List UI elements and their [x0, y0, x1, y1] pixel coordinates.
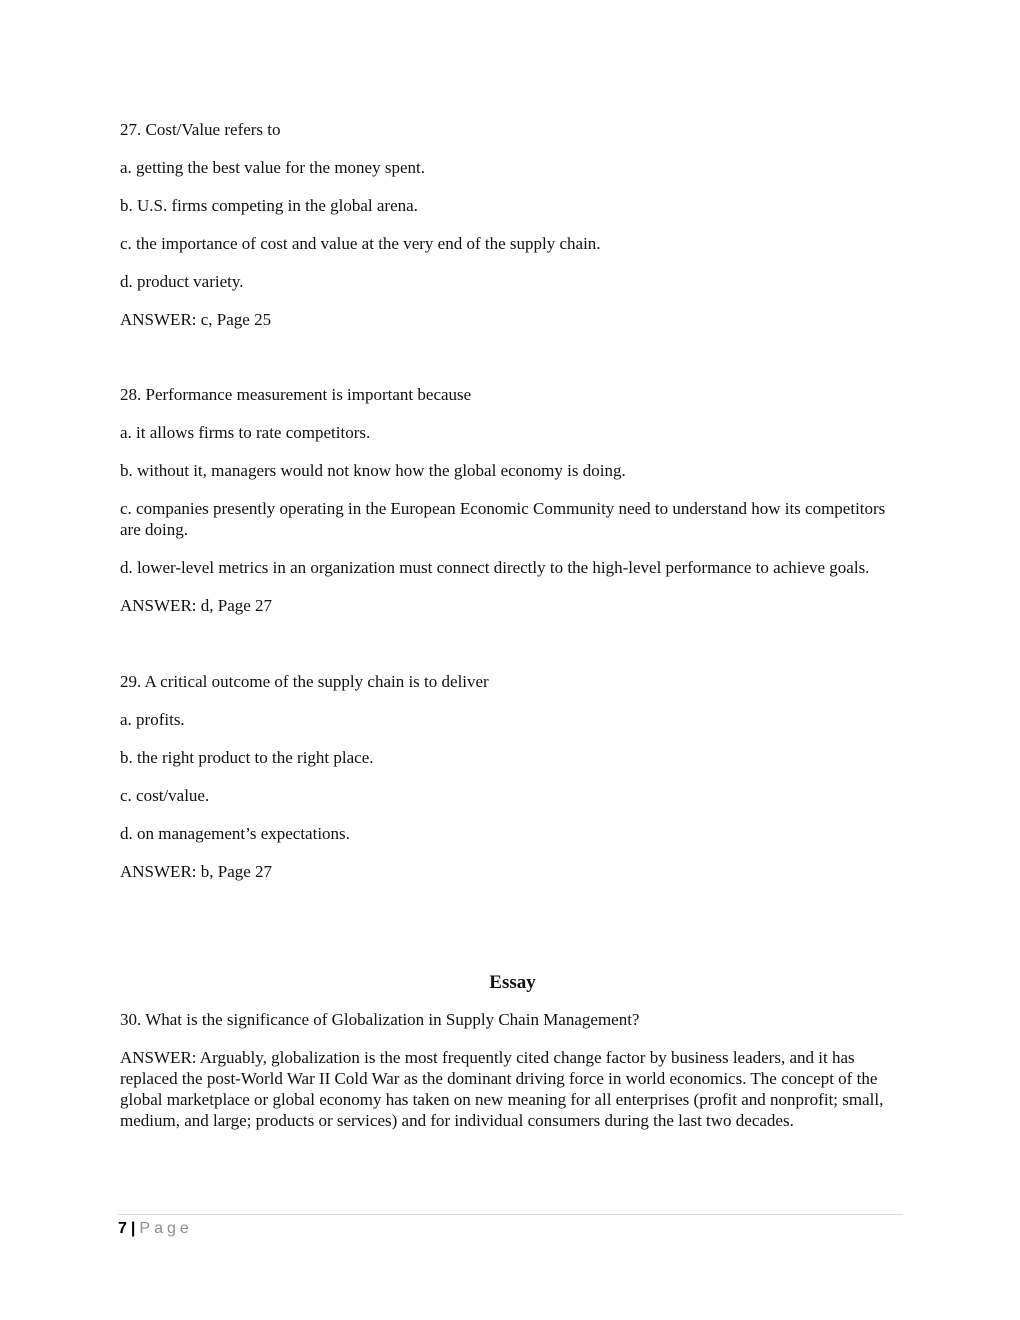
spacer	[120, 882, 905, 972]
answer-option: b. without it, managers would not know how the global economy is doing.	[120, 461, 626, 480]
question-text: 29. A critical outcome of the supply chain is to deliver	[120, 672, 489, 691]
question-block	[120, 671, 905, 882]
answer-key: ANSWER: c, Page 25	[120, 310, 272, 329]
answer-option: c. cost/value.	[120, 786, 210, 805]
spacer	[120, 330, 905, 384]
essay-section	[120, 972, 905, 1131]
essay-answer: ANSWER: Arguably, globalization is the most frequently cited change factor by business leaders, and it has replaced the post-World War II Cold War as the dominant driving force in world economics. The concept of the global marketplace or global economy has taken on new meaning for all enterprises (profit and nonprofit; small, medium, and large; products or services) and for individual consumers during the last two decades.	[120, 1048, 884, 1130]
answer-option: d. product variety.	[120, 272, 244, 291]
document-body	[120, 119, 905, 1131]
answer-option: b. the right product to the right place.	[120, 748, 374, 767]
question-block	[120, 119, 905, 330]
answer-option: b. U.S. firms competing in the global arena.	[120, 196, 418, 215]
answer-option: a. getting the best value for the money spent.	[120, 158, 425, 177]
answer-option: a. it allows firms to rate competitors.	[120, 423, 371, 442]
page-footer	[118, 1214, 903, 1239]
answer-option: a. profits.	[120, 710, 185, 729]
question-text: 28. Performance measurement is important because	[120, 385, 472, 404]
spacer	[120, 616, 905, 671]
footer-separator: |	[130, 1220, 136, 1237]
essay-heading: Essay	[489, 972, 536, 993]
essay-question: 30. What is the significance of Globalization in Supply Chain Management?	[120, 1010, 640, 1029]
answer-key: ANSWER: d, Page 27	[120, 596, 273, 615]
page-number: 7	[118, 1220, 127, 1237]
answer-option: d. on management’s expectations.	[120, 824, 350, 843]
answer-key: ANSWER: b, Page 27	[120, 862, 273, 881]
answer-option: c. the importance of cost and value at the very end of the supply chain.	[120, 234, 601, 253]
question-block	[120, 384, 905, 616]
page-label: Page	[139, 1220, 193, 1237]
answer-option: d. lower-level metrics in an organization must connect directly to the high-level performance to achieve goals.	[120, 558, 870, 577]
question-text: 27. Cost/Value refers to	[120, 120, 281, 139]
answer-option: c. companies presently operating in the European Economic Community need to understand how its competitors are doing.	[120, 499, 886, 539]
